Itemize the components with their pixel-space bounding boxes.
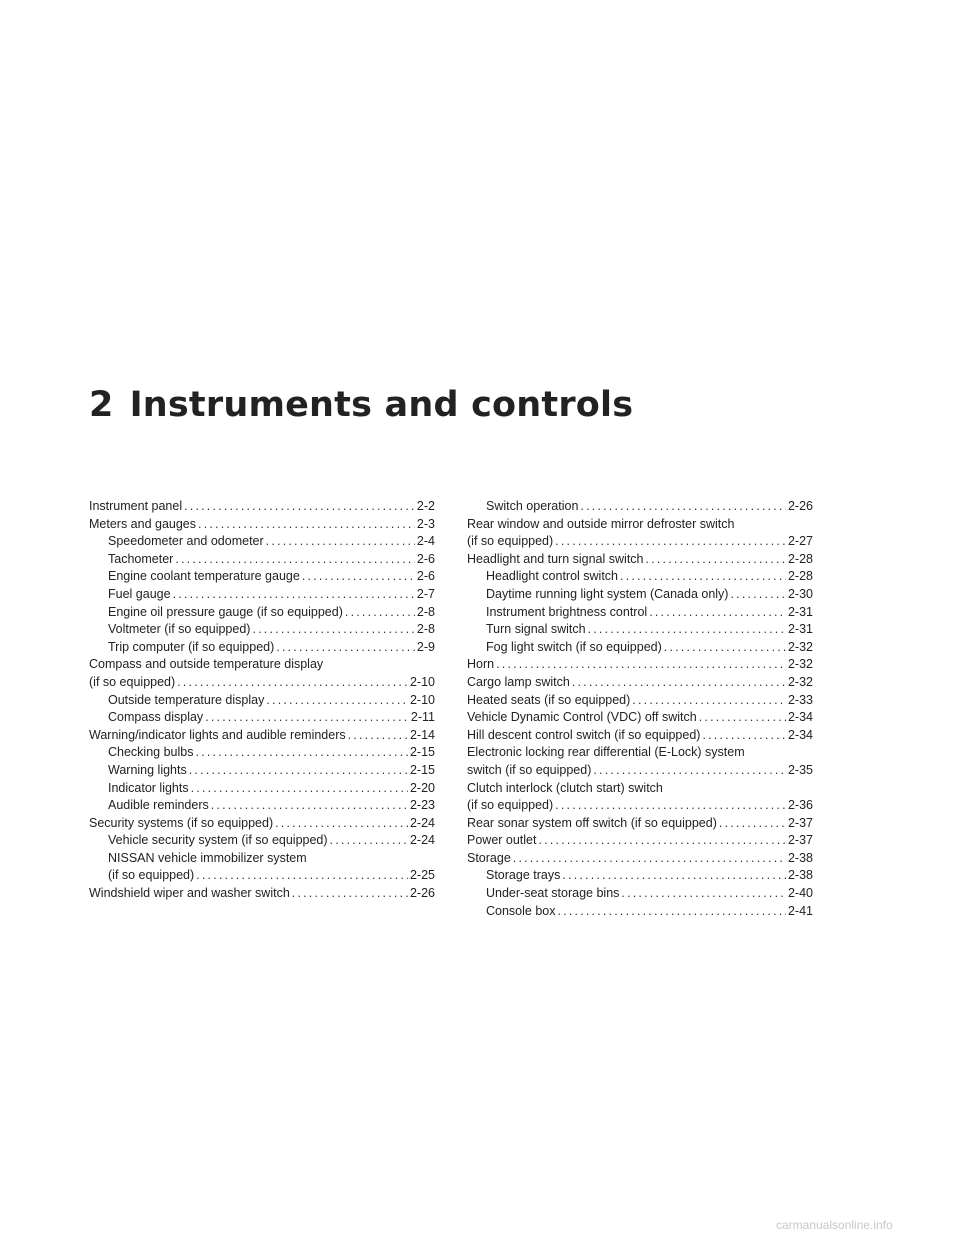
dot-leader: [513, 850, 786, 868]
toc-entry-line: [486, 867, 813, 885]
toc-entry-text: Storage trays: [486, 868, 561, 883]
toc-entry-line: [89, 727, 435, 745]
toc-entry-line: [108, 568, 435, 586]
dot-leader: [558, 903, 786, 921]
dot-leader: [620, 568, 786, 586]
toc-entry-text: Vehicle Dynamic Control (VDC) off switch: [467, 710, 697, 725]
toc-entry-line: [486, 639, 813, 657]
toc-page-number: 2-34: [787, 710, 813, 725]
dot-leader: [348, 727, 408, 745]
dot-leader: [184, 498, 415, 516]
toc-entry[interactable]: [467, 727, 813, 745]
toc-entry-line: [108, 692, 435, 710]
toc-entry[interactable]: [89, 604, 435, 622]
toc-entry-line: [108, 744, 435, 762]
toc-entry-line: [467, 815, 813, 833]
dot-leader: [555, 797, 786, 815]
toc-entry-line: [89, 516, 435, 534]
toc-entry-text: Switch operation: [486, 499, 579, 513]
toc-entry-line: [108, 586, 435, 604]
dot-leader: [562, 867, 786, 885]
toc-entry-line: [108, 762, 435, 780]
toc-page-number: 2-23: [409, 798, 435, 813]
dot-leader: [302, 568, 415, 586]
toc-entry-text: Indicator lights: [108, 780, 189, 795]
toc-page-number: 2-15: [409, 762, 435, 777]
toc-page-number: 2-31: [787, 604, 813, 619]
toc-entry-text: (if so equipped): [108, 868, 195, 883]
toc-entry-line: [486, 621, 813, 639]
toc-entry[interactable]: [89, 744, 435, 762]
toc-page-number: 2-11: [410, 710, 435, 725]
toc-entry[interactable]: [89, 586, 435, 604]
toc-entry[interactable]: [467, 656, 813, 674]
dot-leader: [646, 551, 786, 569]
toc-entry-text: Outside temperature display: [108, 692, 265, 707]
toc-entry[interactable]: [89, 533, 435, 551]
toc-entry-line: [467, 551, 813, 569]
toc-page-number: 2-38: [787, 850, 813, 865]
toc-page-number: 2-8: [416, 604, 435, 619]
toc-page-number: 2-2: [416, 499, 435, 513]
chapter-title-text: Instruments and controls: [129, 385, 634, 426]
toc-page-number: 2-9: [416, 639, 435, 654]
toc-entry[interactable]: [89, 850, 435, 885]
toc-entry-line: [467, 692, 813, 710]
dot-leader: [205, 709, 409, 727]
toc-entry-line: [108, 551, 435, 569]
toc-entry-text: Warning/indicator lights and audible reminders: [89, 727, 346, 742]
toc-page-number: 2-4: [416, 534, 435, 549]
toc-page-number: 2-6: [416, 569, 435, 584]
toc-entry-line: [467, 674, 813, 692]
toc-page-number: 2-37: [787, 833, 813, 848]
toc-entry-line: [486, 885, 813, 903]
dot-leader: [175, 551, 415, 569]
toc-entry[interactable]: [89, 551, 435, 569]
dot-leader: [275, 815, 408, 833]
toc-page-number: 2-41: [787, 903, 813, 918]
toc-page-number: 2-8: [416, 622, 435, 637]
toc-entry-text: Compass and outside temperature display: [89, 657, 324, 672]
toc-entry-text: Voltmeter (if so equipped): [108, 622, 251, 637]
toc-entry-line: [108, 832, 435, 850]
dot-leader: [649, 604, 786, 622]
toc-entry[interactable]: [467, 885, 813, 903]
toc-entry[interactable]: [89, 568, 435, 586]
toc-entry-line: [108, 604, 435, 622]
toc-entry-line: [467, 709, 813, 727]
toc-entry-line: [467, 797, 813, 815]
toc-entry-line: [467, 656, 813, 674]
toc-page-number: 2-27: [787, 534, 813, 549]
dot-leader: [191, 780, 408, 798]
toc-entry-text: Daytime running light system (Canada only): [486, 586, 729, 601]
toc-page-number: 2-3: [416, 516, 435, 531]
toc-entry-text: Fog light switch (if so equipped): [486, 639, 662, 654]
toc-entry[interactable]: [467, 867, 813, 885]
toc-entry[interactable]: [467, 780, 813, 815]
chapter-title: [89, 385, 633, 425]
toc-entry-text: (if so equipped): [467, 534, 554, 549]
toc-entry-text: Storage: [467, 850, 511, 865]
toc-entry[interactable]: [467, 568, 813, 586]
toc-page-number: 2-38: [787, 868, 813, 883]
toc-page-number: 2-25: [409, 868, 435, 883]
toc-page-number: 2-24: [409, 815, 435, 830]
toc-entry-line: [486, 604, 813, 622]
toc-entry[interactable]: [89, 780, 435, 798]
toc-entry-text: Electronic locking rear differential (E-Lock) system: [467, 745, 745, 760]
toc-page-number: 2-28: [787, 569, 813, 584]
toc-entry-text: Headlight control switch: [486, 569, 619, 584]
toc-entry-line: [486, 586, 813, 604]
toc-entry-text: Compass display: [108, 710, 204, 725]
dot-leader: [719, 815, 786, 833]
dot-leader: [198, 516, 415, 534]
toc-entry-line: [467, 832, 813, 850]
toc-page-number: 2-10: [409, 674, 435, 689]
toc-entry-line: [89, 674, 435, 692]
dot-leader: [538, 832, 785, 850]
toc-entry[interactable]: [89, 656, 435, 691]
dot-leader: [699, 709, 786, 727]
toc-entry[interactable]: [89, 639, 435, 657]
toc-entry[interactable]: [89, 762, 435, 780]
toc-page-number: 2-37: [787, 815, 813, 830]
toc-entry-text: Instrument brightness control: [486, 604, 648, 619]
toc-entry-text: Heated seats (if so equipped): [467, 692, 631, 707]
toc-entry-text: Horn: [467, 657, 495, 672]
toc-entry[interactable]: [89, 621, 435, 639]
dot-leader: [555, 533, 786, 551]
toc-entry-text: Under-seat storage bins: [486, 886, 620, 901]
toc-entry[interactable]: [467, 709, 813, 727]
toc-entry-line: [486, 903, 813, 921]
toc-page-number: 2-33: [787, 692, 813, 707]
toc-entry-text: Rear sonar system off switch (if so equipped): [467, 815, 717, 830]
toc-entry[interactable]: [467, 621, 813, 639]
toc-entry-line: [486, 568, 813, 586]
toc-entry-text: Power outlet: [467, 833, 537, 848]
dot-leader: [702, 727, 786, 745]
toc-entry-text: Meters and gauges: [89, 516, 197, 531]
toc-entry[interactable]: [467, 832, 813, 850]
dot-leader: [252, 621, 414, 639]
toc-entry[interactable]: [89, 709, 435, 727]
toc-entry-text: NISSAN vehicle immobilizer system: [108, 850, 307, 865]
toc-entry-line: [108, 797, 435, 815]
toc-entry-text: (if so equipped): [467, 798, 554, 813]
toc-entry[interactable]: [467, 674, 813, 692]
toc-entry-text: Vehicle security system (if so equipped): [108, 833, 328, 848]
dot-leader: [189, 762, 408, 780]
toc-entry[interactable]: [467, 604, 813, 622]
toc-entry-text: Checking bulbs: [108, 745, 194, 760]
toc-entry-line: [467, 762, 813, 780]
toc-page-number: 2-32: [787, 674, 813, 689]
watermark-text: carmanualsonline.info: [776, 1218, 893, 1232]
toc-entry-text: (if so equipped): [89, 674, 176, 689]
toc-entry-text: Security systems (if so equipped): [89, 815, 274, 830]
toc-page-number: 2-32: [787, 657, 813, 672]
toc-entry-text: Windshield wiper and washer switch: [89, 886, 290, 901]
dot-leader: [588, 621, 786, 639]
toc-entry-text: Headlight and turn signal switch: [467, 551, 644, 566]
toc-page-number: 2-32: [787, 639, 813, 654]
toc-entry[interactable]: [467, 692, 813, 710]
toc-entry-text: Instrument panel: [89, 499, 183, 513]
toc-entry-line: [89, 815, 435, 833]
toc-entry[interactable]: [89, 885, 435, 903]
dot-leader: [173, 586, 415, 604]
toc-entry-text: Console box: [486, 903, 556, 918]
toc-entry[interactable]: [89, 498, 435, 516]
toc-entry[interactable]: [467, 815, 813, 833]
toc-page-number: 2-36: [787, 798, 813, 813]
toc-entry-text: Tachometer: [108, 551, 174, 566]
dot-leader: [211, 797, 408, 815]
toc-entry-text: Hill descent control switch (if so equipped): [467, 727, 701, 742]
toc-entry-text: Speedometer and odometer: [108, 534, 264, 549]
dot-leader: [664, 639, 786, 657]
toc-entry-line: [89, 885, 435, 903]
toc-entry[interactable]: [467, 516, 813, 551]
toc-entry-line: [108, 867, 435, 885]
toc-page-number: 2-7: [416, 586, 435, 601]
toc-page-number: 2-15: [409, 745, 435, 760]
toc-entry-line: [89, 498, 435, 516]
dot-leader: [266, 533, 415, 551]
toc-entry[interactable]: [467, 744, 813, 779]
toc-entry[interactable]: [467, 850, 813, 868]
dot-leader: [330, 832, 408, 850]
toc-page-number: 2-10: [409, 692, 435, 707]
dot-leader: [177, 674, 408, 692]
dot-leader: [572, 674, 786, 692]
dot-leader: [345, 604, 415, 622]
toc-entry-line: [108, 780, 435, 798]
toc-entry-text: Engine oil pressure gauge (if so equipped): [108, 604, 343, 619]
toc-entry[interactable]: [89, 815, 435, 833]
toc-entry-line: [467, 850, 813, 868]
toc-page-number: 2-26: [787, 499, 813, 513]
toc-page-number: 2-34: [787, 727, 813, 742]
toc-page-number: 2-20: [409, 780, 435, 795]
toc-page-number: 2-26: [409, 886, 435, 901]
dot-leader: [266, 692, 408, 710]
toc-entry[interactable]: [89, 692, 435, 710]
toc-entry-line: [467, 533, 813, 551]
dot-leader: [276, 639, 415, 657]
toc-entry-text: Audible reminders: [108, 798, 209, 813]
toc-page-number: 2-30: [787, 586, 813, 601]
dot-leader: [621, 885, 786, 903]
dot-leader: [632, 692, 786, 710]
toc-page-number: 2-31: [787, 622, 813, 637]
toc-entry-line: [108, 639, 435, 657]
toc-entry[interactable]: [89, 797, 435, 815]
dot-leader: [593, 762, 786, 780]
toc-entry[interactable]: [89, 516, 435, 534]
toc-entry-line: [467, 727, 813, 745]
toc-entry-text: Cargo lamp switch: [467, 674, 570, 689]
toc-entry-text: Rear window and outside mirror defroster switch: [467, 516, 735, 531]
toc-entry-text: Turn signal switch: [486, 622, 586, 637]
dot-leader: [195, 744, 408, 762]
chapter-number: 2: [89, 385, 114, 426]
toc-entry-text: switch (if so equipped): [467, 762, 592, 777]
toc-entry-text: Clutch interlock (clutch start) switch: [467, 780, 663, 795]
toc-page-number: 2-40: [787, 886, 813, 901]
toc-entry[interactable]: [89, 832, 435, 850]
toc-page-number: 2-14: [409, 727, 435, 742]
toc-entry-text: Fuel gauge: [108, 586, 171, 601]
toc-entry-line: [108, 621, 435, 639]
dot-leader: [580, 498, 786, 516]
dot-leader: [496, 656, 786, 674]
toc-entry-line: [486, 498, 813, 516]
toc-entry-text: Engine coolant temperature gauge: [108, 569, 300, 584]
toc-entry[interactable]: [467, 551, 813, 569]
toc-entry-line: [108, 533, 435, 551]
dot-leader: [730, 586, 786, 604]
toc-entry[interactable]: [467, 903, 813, 921]
toc-entry[interactable]: [89, 727, 435, 745]
toc-entry[interactable]: [467, 586, 813, 604]
toc-page-number: 2-24: [409, 833, 435, 848]
dot-leader: [292, 885, 408, 903]
toc-column-right: [467, 498, 813, 920]
dot-leader: [196, 867, 408, 885]
toc-entry[interactable]: [467, 498, 813, 516]
toc-page-number: 2-6: [416, 551, 435, 566]
toc-entry-line: [108, 709, 435, 727]
toc-page-number: 2-35: [787, 762, 813, 777]
toc-entry[interactable]: [467, 639, 813, 657]
toc-entry-text: Trip computer (if so equipped): [108, 639, 275, 654]
toc-column-left: [89, 498, 435, 903]
toc-page-number: 2-28: [787, 551, 813, 566]
toc-entry-text: Warning lights: [108, 762, 187, 777]
